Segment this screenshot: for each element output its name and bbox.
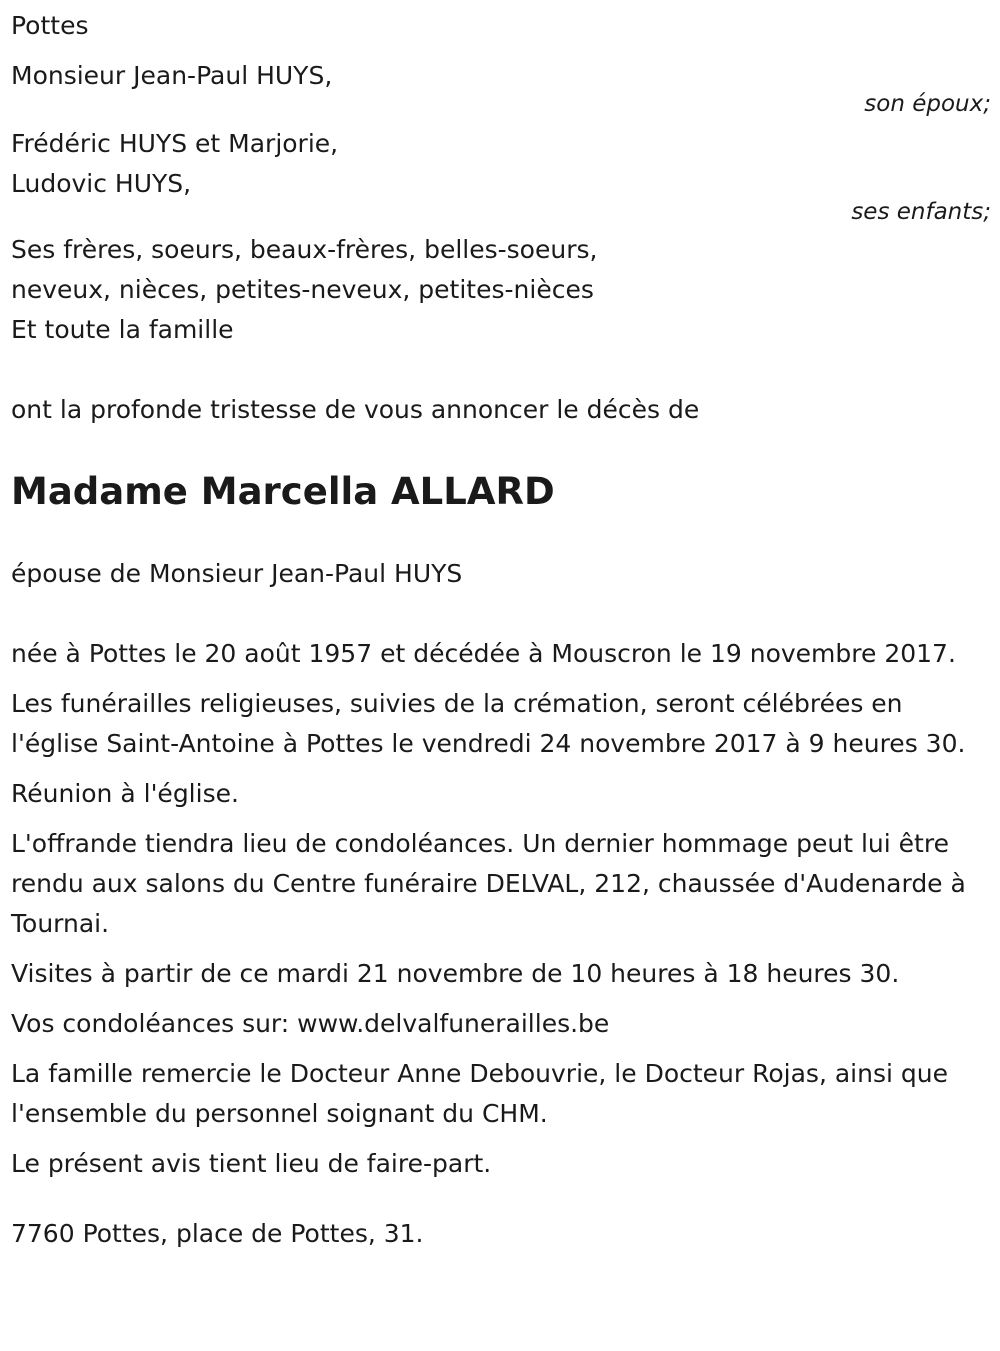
announcement-intro: ont la profonde tristesse de vous annoncer le décès de — [11, 395, 700, 424]
notice-details: Le présent avis tient lieu de faire-part. — [11, 1149, 492, 1178]
offering-details: L'offrande tiendra lieu de condoléances. Un dernier hommage peut lui être rendu aux salons du Centre funéraire DELVAL, 212, chaussée d'Audenarde à Tournai. — [11, 829, 966, 938]
birth-death-details: née à Pottes le 20 août 1957 et décédée à Mouscron le 19 novembre 2017. — [11, 639, 956, 668]
condolences-details: Vos condoléances sur: www.delvalfunerailles.be — [11, 1009, 610, 1038]
spouse-line: Monsieur Jean-Paul HUYS, — [11, 61, 333, 90]
child-line-2: Ludovic HUYS, — [11, 169, 192, 198]
funeral-details: Les funérailles religieuses, suivies de la crémation, seront célébrées en l'église Saint-Antoine à Pottes le vendredi 24 novembre 2017 à 9 heures 30. — [11, 689, 966, 758]
thanks-details: La famille remercie le Docteur Anne Debouvrie, le Docteur Rojas, ainsi que l'ensemble du personnel soignant du CHM. — [11, 1059, 948, 1128]
place-heading: Pottes — [11, 11, 89, 40]
meeting-details: Réunion à l'église. — [11, 779, 239, 808]
spouse-relation: épouse de Monsieur Jean-Paul HUYS — [11, 559, 463, 588]
deceased-name: Madame Marcella ALLARD — [11, 470, 555, 513]
relatives-line-2: neveux, nièces, petites-neveux, petites-nièces — [11, 275, 594, 304]
footer-address: 7760 Pottes, place de Pottes, 31. — [11, 1219, 424, 1248]
spouse-role: son époux; — [864, 91, 991, 117]
children-role: ses enfants; — [851, 199, 991, 225]
child-line-1: Frédéric HUYS et Marjorie, — [11, 129, 339, 158]
relatives-line-1: Ses frères, soeurs, beaux-frères, belles-soeurs, — [11, 235, 598, 264]
visits-details: Visites à partir de ce mardi 21 novembre de 10 heures à 18 heures 30. — [11, 959, 900, 988]
obituary-document — [11, 6, 991, 1254]
relatives-line-3: Et toute la famille — [11, 315, 234, 344]
